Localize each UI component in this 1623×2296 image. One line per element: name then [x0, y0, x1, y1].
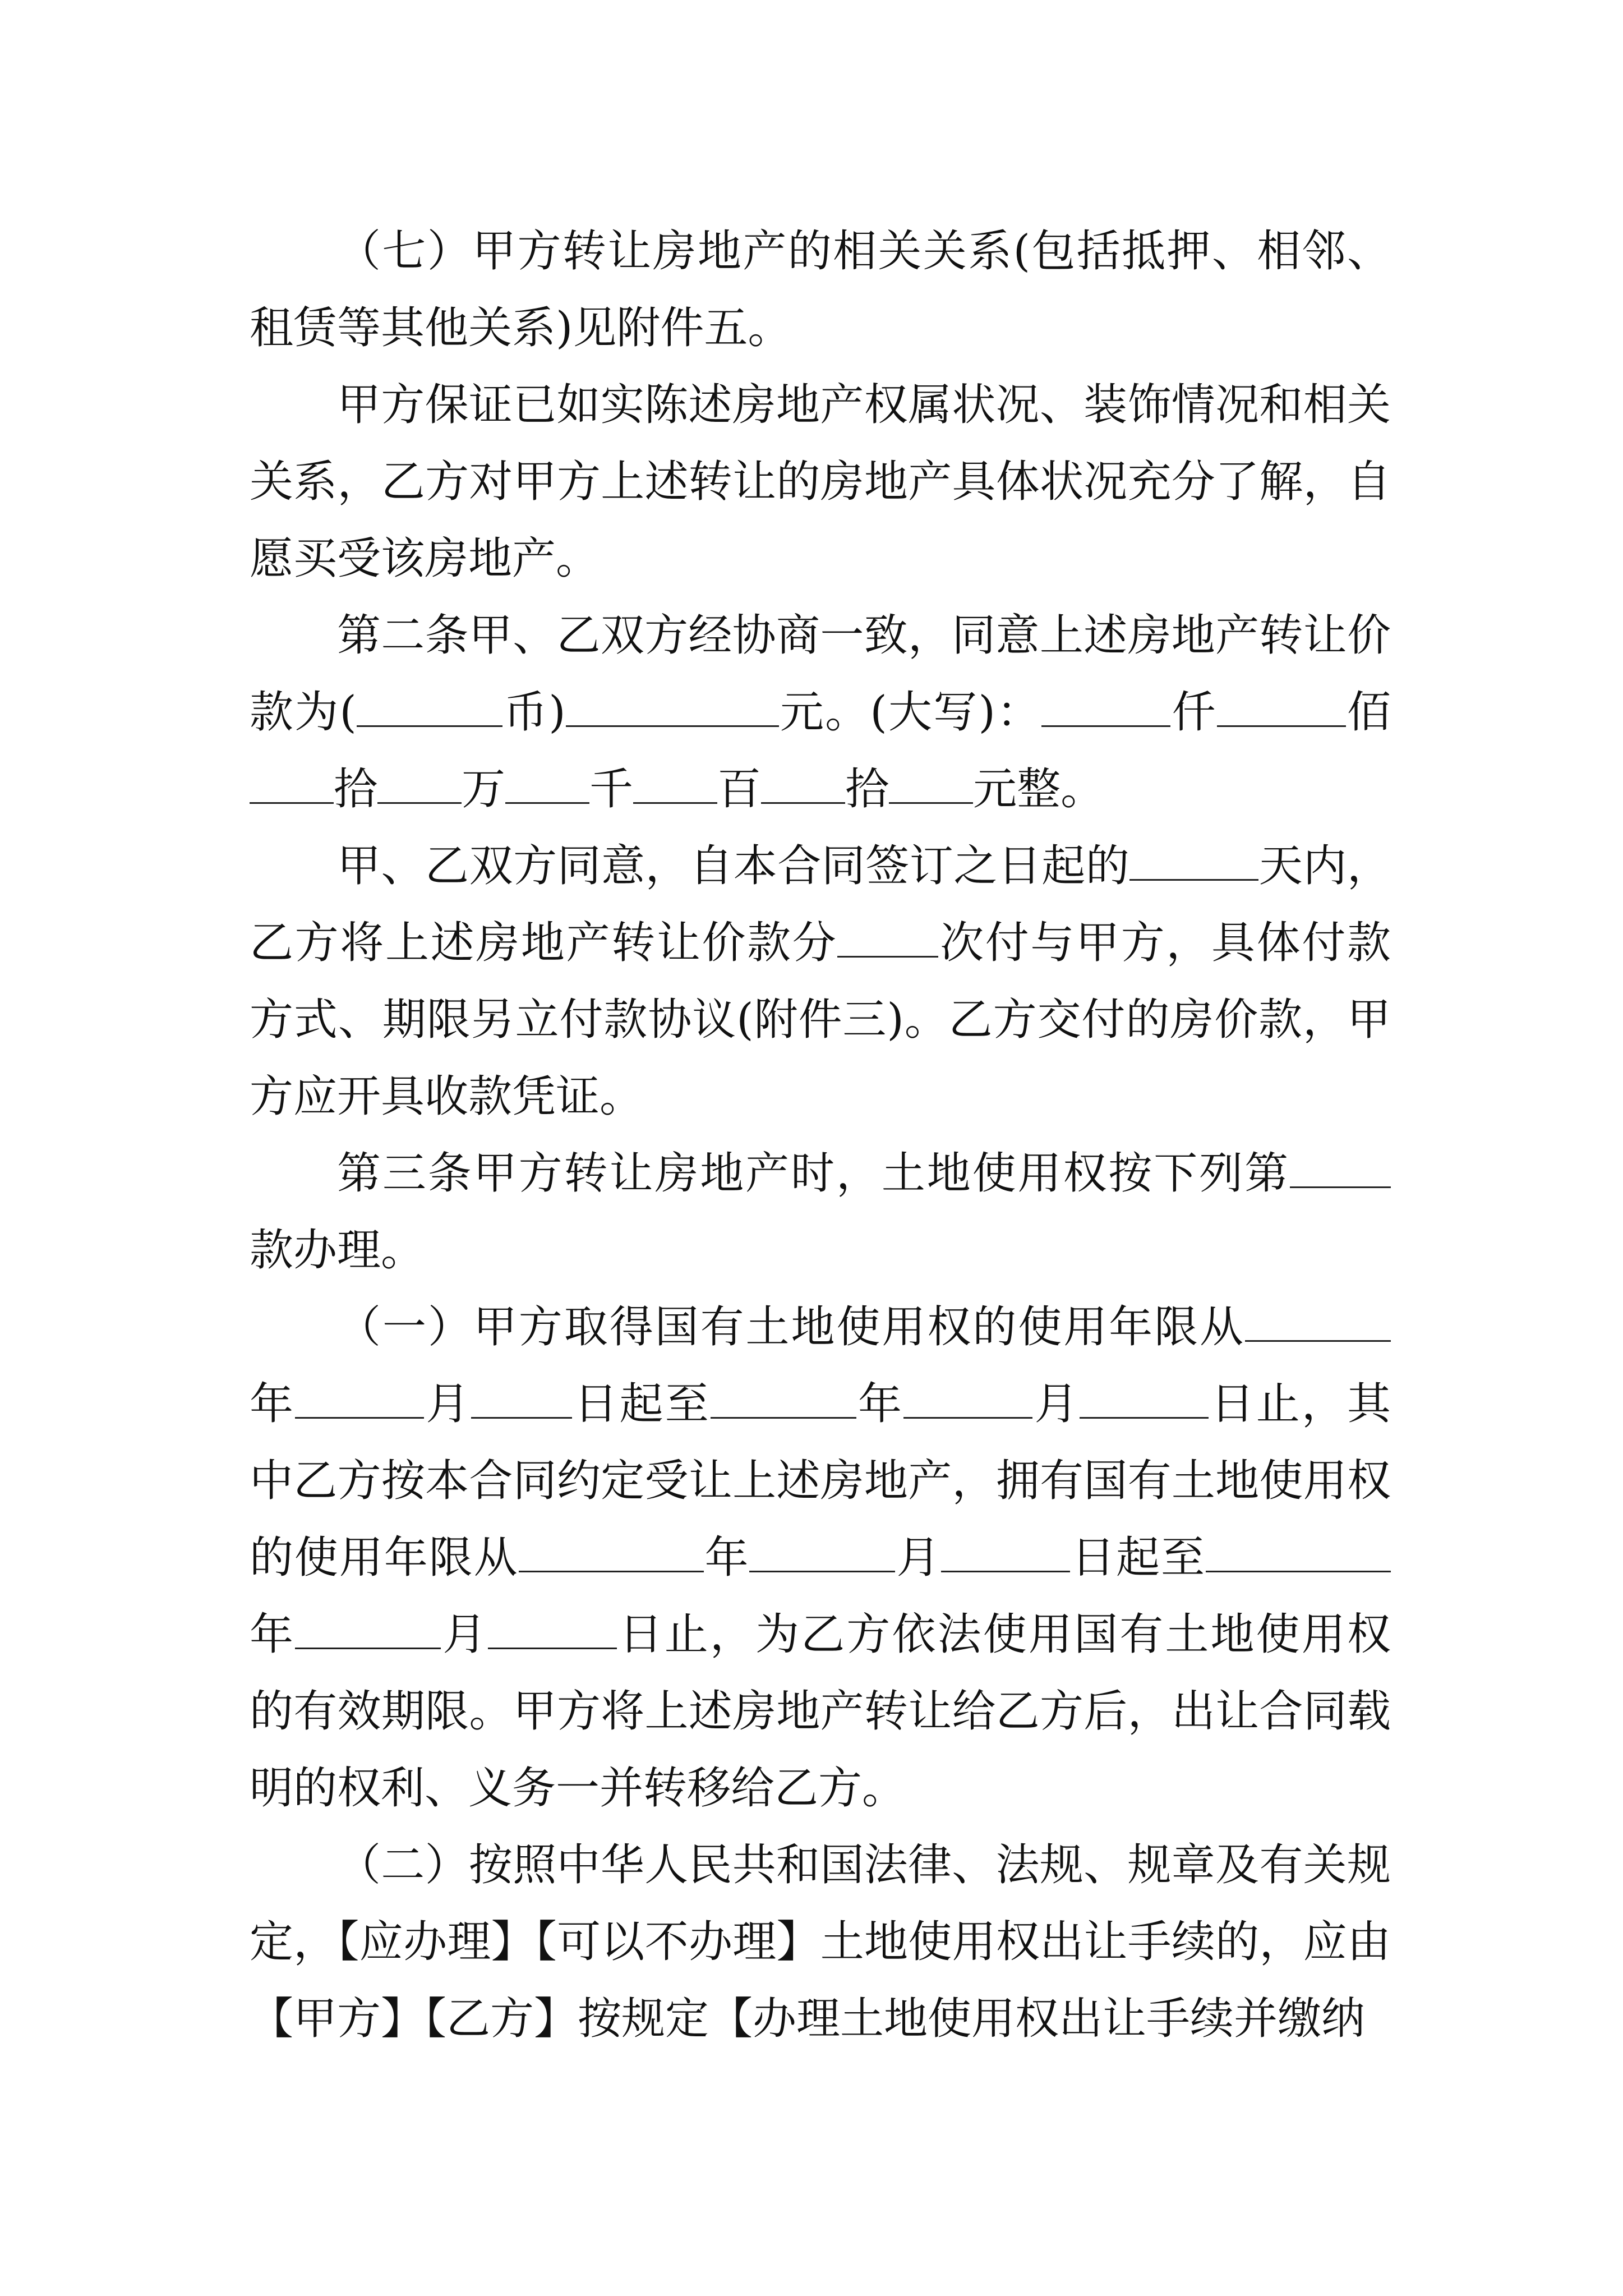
article-2-text: 第二条甲、乙双方经协商一致，同意上述房地产转让价款为( — [250, 610, 1391, 738]
label-year-4: 年 — [250, 1609, 296, 1660]
wan-blank[interactable] — [377, 765, 462, 804]
currency-blank[interactable] — [357, 688, 502, 727]
label-month-2: 月 — [1032, 1379, 1080, 1429]
unit-shi-small: 拾 — [845, 764, 889, 815]
start-day-blank[interactable] — [471, 1380, 572, 1419]
unit-bai-small: 百 — [717, 764, 762, 815]
land-use-term-paragraph — [250, 1289, 1391, 1827]
label-month-4: 月 — [441, 1609, 488, 1660]
unit-qian: 仟 — [1170, 687, 1217, 738]
thousand-blank[interactable] — [1041, 688, 1170, 727]
unit-shi: 拾 — [334, 764, 378, 815]
end-day-blank[interactable] — [1080, 1380, 1209, 1419]
end-year-blank[interactable] — [711, 1380, 856, 1419]
contract-body — [250, 213, 1391, 2058]
buyer-end-year-blank[interactable] — [1206, 1534, 1391, 1572]
yuan-blank[interactable] — [889, 765, 973, 804]
land-transfer-procedure-text: （二）按照中华人民共和国法律、法规、规章及有关规定，【应办理】【可以不办理】土地使用权出让手续的，应由【甲方】【乙方】按规定【办理土地使用权出让手续并缴纳 — [250, 1840, 1391, 2044]
seller-guarantee-paragraph — [250, 367, 1391, 597]
qian-blank[interactable] — [505, 765, 589, 804]
payment-terms-text-2: 天内，乙方将上述房地产转让价款分 — [250, 841, 1391, 968]
buyer-end-month-blank[interactable] — [295, 1611, 441, 1649]
payment-terms-paragraph — [250, 828, 1391, 1135]
shi-blank[interactable] — [761, 765, 845, 804]
label-year-2: 年 — [856, 1379, 904, 1429]
article-3-paragraph — [250, 1135, 1391, 1289]
currency-label: 币) — [502, 687, 566, 738]
payment-terms-text-3: 次付与甲方，具体付款方式、期限另立付款协议(附件三)。乙方交付的房价款，甲方应开具收款凭证。 — [250, 918, 1391, 1122]
buyer-start-month-blank[interactable] — [749, 1534, 895, 1572]
land-use-text-1: （一）甲方取得国有土地使用权的使用年限从 — [337, 1302, 1245, 1352]
label-year: 年 — [250, 1379, 296, 1429]
installments-blank[interactable] — [837, 919, 938, 958]
clause-7-paragraph — [250, 213, 1391, 367]
start-year-blank[interactable] — [1245, 1303, 1391, 1342]
start-month-blank[interactable] — [295, 1380, 424, 1419]
label-day-from-2: 日起至 — [1070, 1533, 1206, 1583]
land-transfer-procedure-paragraph — [250, 1827, 1391, 2058]
buyer-end-day-blank[interactable] — [488, 1611, 617, 1649]
bai-blank[interactable] — [633, 765, 717, 804]
days-blank[interactable] — [1129, 842, 1258, 881]
unit-wan: 万 — [462, 764, 506, 815]
clause-7-text: （七）甲方转让房地产的相关关系(包括抵押、相邻、租赁等其他关系)见附件五。 — [250, 226, 1391, 353]
buyer-start-year-blank[interactable] — [519, 1534, 704, 1572]
amount-capital-label: 元。(大写)： — [778, 687, 1042, 738]
end-month-blank[interactable] — [903, 1380, 1032, 1419]
hundred-wan-blank[interactable] — [1217, 688, 1346, 727]
label-month: 月 — [424, 1379, 472, 1429]
buyer-start-day-blank[interactable] — [941, 1534, 1070, 1572]
label-day-from: 日起至 — [572, 1379, 711, 1429]
unit-qian-small: 千 — [589, 764, 634, 815]
land-use-text-3: 日止，为乙方依法使用国有土地使用权的有效期限。甲方将上述房地产转让给乙方后，出让合同载明的权利、义务一并转移给乙方。 — [250, 1609, 1391, 1814]
article-2-price-paragraph — [250, 597, 1391, 828]
article-3-tail: 款办理。 — [250, 1225, 425, 1276]
ten-wan-blank[interactable] — [250, 765, 334, 804]
article-3-text: 第三条甲方转让房地产时，土地使用权按下列第 — [337, 1148, 1290, 1199]
seller-guarantee-text: 甲方保证已如实陈述房地产权属状况、装饰情况和相关关系，乙方对甲方上述转让的房地产具体状况充分了解，自愿买受该房地产。 — [250, 380, 1391, 584]
unit-bai: 佰 — [1345, 687, 1391, 738]
unit-yuan: 元整。 — [973, 764, 1105, 815]
land-use-text-2: 日止，其中乙方按本合同约定受让上述房地产，拥有国有土地使用权的使用年限从 — [250, 1379, 1391, 1583]
payment-terms-text-1: 甲、乙双方同意，自本合同签订之日起的 — [337, 841, 1130, 891]
label-month-3: 月 — [895, 1533, 942, 1583]
label-year-3: 年 — [703, 1533, 750, 1583]
amount-blank[interactable] — [566, 688, 779, 727]
clause-number-blank[interactable] — [1290, 1149, 1391, 1188]
